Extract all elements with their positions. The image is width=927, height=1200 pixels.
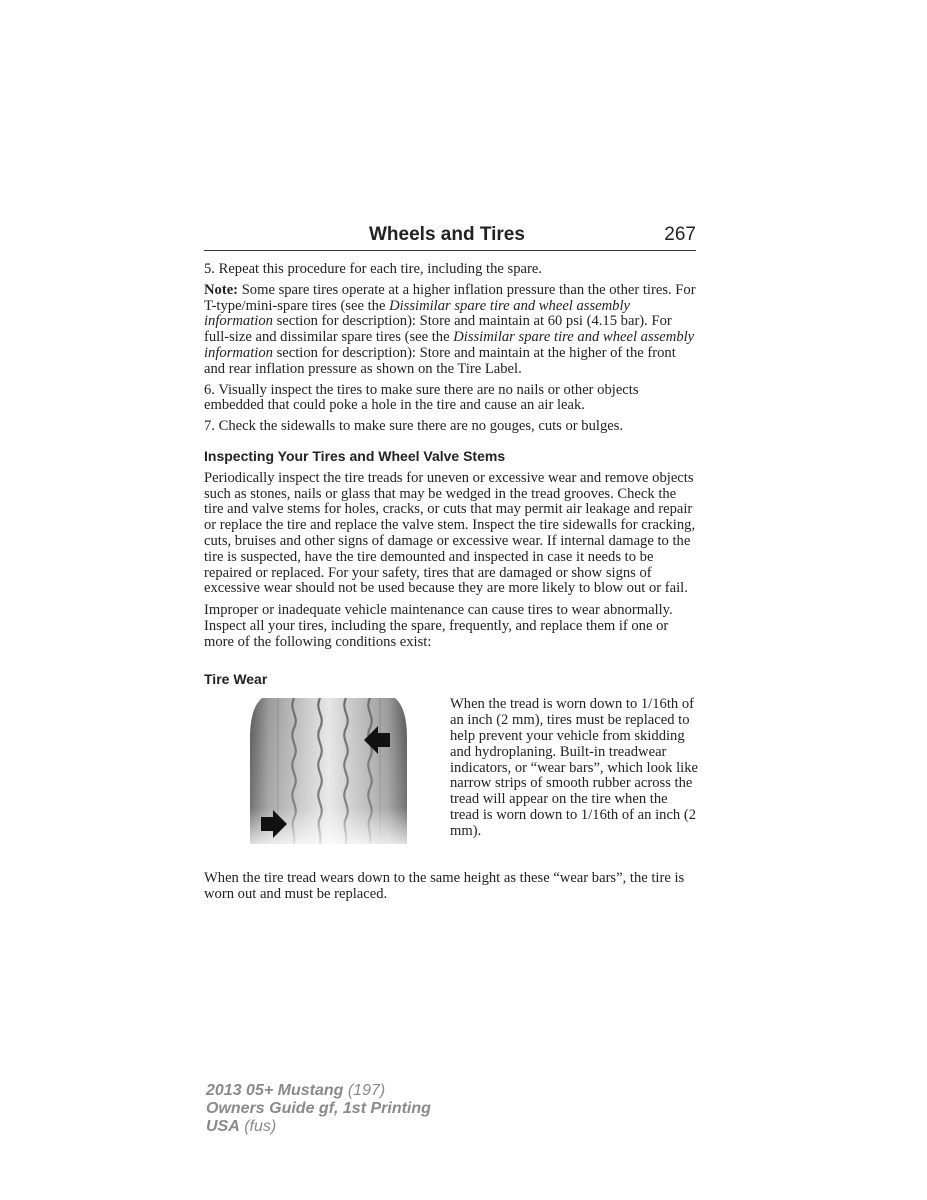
section-title: Wheels and Tires — [369, 224, 525, 245]
page-content — [204, 261, 699, 908]
step-7: 7. Check the sidewalls to make sure there are no gouges, cuts or bulges. — [204, 418, 624, 435]
page-footer — [206, 1082, 431, 1136]
tire-wear-description: When the tread is worn down to 1/16th of an inch (2 mm), tires must be replaced to help prevent your vehicle from skidding and hydroplaning. Built-in treadwear indicators, or “wear bars”, which look like narrow strips of smooth rubber across the tread will appear on the tire when the tread is worn down to 1/16th of an inch (2 mm). — [450, 696, 699, 839]
note-text-2: section for description): Store and maintain at 60 psi (4.15 bar). For full-size and dissimilar spare tires (see the — [204, 313, 672, 346]
footer-line-3 — [206, 1118, 431, 1136]
step-6: 6. Visually inspect the tires to make sure there are no nails or other objects embedded that could poke a hole in the tire and cause an air leak. — [204, 381, 639, 414]
page-number: 267 — [664, 224, 696, 245]
wear-bars-note: When the tire tread wears down to the same height as these “wear bars”, the tire is worn out and must be replaced. — [204, 870, 685, 903]
note-paragraph — [204, 283, 696, 378]
footer-market-code: (fus) — [239, 1118, 277, 1135]
inspect-paragraph-1: Periodically inspect the tire treads for uneven or excessive wear and remove objects such as stones, nails or glass that may be wedged in the tread grooves. Check the tire and valve stems for holes, cracks, or cuts that may permit air leakage and repair or replace the tire and replace the valve stem. Inspect the tire sidewalls for cracking, cuts, bruises and other signs of damage or excessive wear. If internal damage to the tire is suspected, have the tire demounted and inspected in case it needs to be repaired or replaced. For your safety, tires that are damaged or show signs of excessive wear should not be used because they are more likely to blow out or fail. — [204, 469, 696, 597]
tire-wear-heading: Tire Wear — [204, 670, 268, 687]
inspect-heading: Inspecting Your Tires and Wheel Valve Stems — [204, 447, 506, 464]
footer-model: 2013 05+ Mustang — [206, 1082, 344, 1099]
footer-line-2 — [206, 1100, 431, 1118]
footer-guide: Owners Guide gf, 1st Printing — [206, 1100, 431, 1117]
page-header — [204, 224, 696, 251]
tire-tread-illustration — [250, 698, 407, 844]
note-reference-1: Dissimilar spare tire and wheel assembly information — [204, 297, 630, 330]
note-text-3: section for description): Store and maintain at the higher of the front and rear inflation pressure as shown on the Tire Label. — [204, 344, 676, 377]
footer-line-1 — [206, 1082, 431, 1100]
note-label: Note: — [204, 281, 239, 298]
step-5: 5. Repeat this procedure for each tire, including the spare. — [204, 261, 542, 277]
footer-model-code: (197) — [343, 1082, 386, 1099]
tire-wear-figure — [204, 695, 699, 871]
footer-market: USA — [206, 1118, 240, 1135]
inspect-paragraph-2: Improper or inadequate vehicle maintenance can cause tires to wear abnormally. Inspect all your tires, including the spare, frequently, and replace them if one or more of the following conditions exist: — [204, 602, 673, 650]
note-text-1: Some spare tires operate at a higher inflation pressure than the other tires. For T-type/mini-spare tires (see the — [204, 281, 696, 314]
note-reference-2: Dissimilar spare tire and wheel assembly information — [204, 329, 695, 361]
